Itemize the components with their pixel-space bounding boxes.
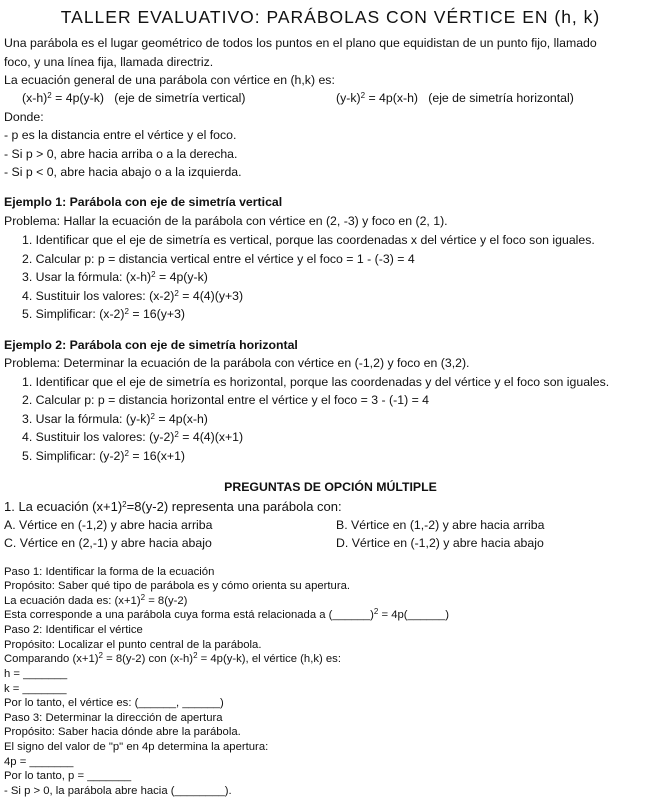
step-1-title: Paso 1: Identificar la forma de la ecuación: [4, 566, 215, 578]
donde-label: Donde:: [4, 110, 44, 124]
step-1-equation: La ecuación dada es: $(x+1)^2 = 8(y-2)$: [4, 593, 188, 607]
multiple-choice-heading: PREGUNTAS DE OPCIÓN MÚLTIPLE: [224, 480, 437, 494]
step-2-title: Paso 2: Identificar el vértice: [4, 624, 143, 636]
step-3-sign-rule: El signo del valor de "p" en 4p determina la apertura:: [4, 741, 269, 753]
question-1: 1. La ecuación $(x+1)^2=8(y-2)$ representa una parábola con:: [4, 499, 342, 514]
option-d[interactable]: D. Vértice en (-1,2) y abre hacia abajo: [336, 536, 544, 550]
opening-direction-blank[interactable]: - Si p > 0, la parábola abre hacia (________).: [4, 785, 232, 797]
example-1-step-1: 1. Identificar que el eje de simetría es vertical, porque las coordenadas x del vértice y el foco son iguales.: [22, 233, 595, 247]
example-2-step-1: 1. Identificar que el eje de simetría es horizontal, porque las coordenadas y del vértice y el foco son iguales.: [22, 375, 610, 389]
definition-p: - p es la distancia entre el vértice y el foco.: [4, 128, 237, 142]
option-a[interactable]: A. Vértice en (-1,2) y abre hacia arriba: [4, 518, 213, 532]
step-3-purpose: Propósito: Saber hacia dónde abre la parábola.: [4, 726, 241, 738]
step-2-purpose: Propósito: Localizar el punto central de la parábola.: [4, 639, 262, 651]
example-1-step-3: 3. Usar la fórmula: $(x-h)^2 = 4p(y-k)$: [22, 270, 208, 284]
horizontal-equation: $(y-k)^2 = 4p(x-h)$ (eje de simetría horizontal): [336, 91, 574, 105]
example-1-step-2: 2. Calcular p: p = distancia vertical entre el vértice y el foco = 1 - (-3) = 4: [22, 252, 415, 266]
definition-p-negative: - Si p < 0, abre hacia abajo o a la izquierda.: [4, 165, 242, 179]
example-2-step-3: 3. Usar la fórmula: $(y-k)^2 = 4p(x-h)$: [22, 412, 208, 426]
h-blank[interactable]: h = _______: [4, 668, 68, 680]
definition-line-2: foco, y una línea fija, llamada directriz.: [4, 55, 214, 69]
example-1-heading: Ejemplo 1: Parábola con eje de simetría vertical: [4, 195, 283, 209]
k-blank[interactable]: k = _______: [4, 683, 67, 695]
4p-blank[interactable]: 4p = _______: [4, 756, 74, 768]
example-1-step-4: 4. Sustituir los valores: $(x-2)^2 = 4(4)(y+3)$: [22, 289, 244, 303]
option-b[interactable]: B. Vértice en (1,-2) y abre hacia arriba: [336, 518, 545, 532]
example-1-problem: Problema: Hallar la ecuación de la parábola con vértice en (2, -3) y foco en (2, 1).: [4, 214, 448, 228]
step-2-comparison: Comparando $(x+1)^2 = 8(y-2)$ con $(x-h)^2 = 4p(y-k)$, el vértice (h,k) es:: [4, 651, 341, 665]
example-2-step-4: 4. Sustituir los valores: $(y-2)^2 = 4(4)(x+1)$: [22, 430, 244, 444]
step-3-title: Paso 3: Determinar la dirección de apertura: [4, 712, 223, 724]
vertical-equation: $(x-h)^2 = 4p(y-k)$ (eje de simetría vertical): [22, 91, 246, 105]
definition-line-1: Una parábola es el lugar geométrico de todos los puntos en el plano que equidistan de un punto fijo, llamado: [4, 36, 597, 50]
option-c[interactable]: C. Vértice en (2,-1) y abre hacia abajo: [4, 536, 212, 550]
step-1-correspondence[interactable]: Esta corresponde a una parábola cuya forma está relacionada a (______)$^2$ = 4p(______): [4, 607, 450, 621]
page-title: TALLER EVALUATIVO: PARÁBOLAS CON VÉRTICE EN (h, k): [60, 7, 601, 27]
step-1-purpose: Propósito: Saber qué tipo de parábola es y cómo orienta su apertura.: [4, 580, 351, 592]
example-2-problem: Problema: Determinar la ecuación de la parábola con vértice en (-1,2) y foco en (3,2).: [4, 356, 470, 370]
vertex-conclusion[interactable]: Por lo tanto, el vértice es: (______, ______): [4, 697, 224, 709]
example-1-step-5: 5. Simplificar: $(x-2)^2 = 16(y+3)$: [22, 307, 186, 321]
example-2-heading: Ejemplo 2: Parábola con eje de simetría horizontal: [4, 338, 298, 352]
p-blank[interactable]: Por lo tanto, p = _______: [4, 770, 132, 782]
example-2-step-2: 2. Calcular p: p = distancia horizontal entre el vértice y el foco = 3 - (-1) = 4: [22, 393, 430, 407]
example-2-step-5: 5. Simplificar: $(y-2)^2 = 16(x+1)$: [22, 449, 186, 463]
general-equation-label: La ecuación general de una parábola con vértice en (h,k) es:: [4, 73, 335, 87]
definition-p-positive: - Si p > 0, abre hacia arriba o a la derecha.: [4, 147, 238, 161]
